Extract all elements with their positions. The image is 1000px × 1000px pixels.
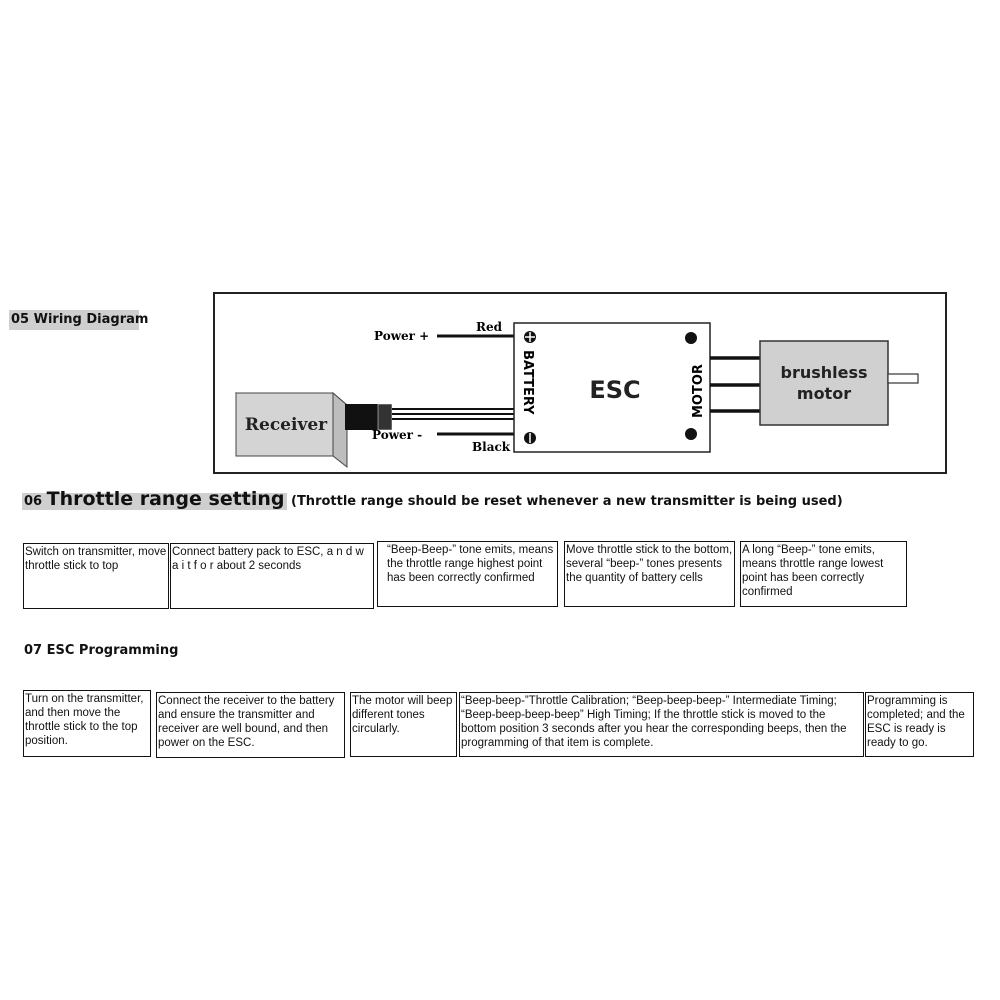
motor-shaft bbox=[888, 374, 918, 383]
section-06-note: (Throttle range should be reset whenever a new transmitter is being used) bbox=[291, 494, 843, 509]
minus-terminal-icon bbox=[524, 432, 536, 444]
esc-label: ESC bbox=[589, 376, 641, 404]
throttle-step-5: A long “Beep-” tone emits, means throttle range lowest point has been correctly confirmed bbox=[740, 541, 907, 607]
throttle-step-4: Move throttle stick to the bottom, several “beep-” tones presents the quantity of battery cells bbox=[564, 541, 735, 607]
red-label: Red bbox=[476, 320, 502, 334]
brushless-label-line2: motor bbox=[796, 384, 852, 403]
battery-label: BATTERY bbox=[520, 350, 535, 415]
throttle-step-3: “Beep-Beep-” tone emits, means the throttle range highest point has been correctly confirmed bbox=[377, 541, 558, 607]
section-06-title-text: Throttle range setting bbox=[46, 488, 285, 510]
section-06-title bbox=[22, 488, 287, 510]
motor-terminal-bottom-icon bbox=[685, 428, 697, 440]
power-minus-label: Power - bbox=[372, 428, 423, 442]
brushless-motor-box bbox=[760, 341, 888, 425]
programming-step-3: The motor will beep different tones circularly. bbox=[350, 692, 457, 757]
programming-step-4: “Beep-beep-”Throttle Calibration; “Beep-beep-beep-” Intermediate Timing; “Beep-beep-beep-beep” High Timing; If the throttle stick is moved to the bottom position 3 seconds after you hear the corresponding beeps, then the programming of that item is complete. bbox=[459, 692, 864, 757]
throttle-step-2: Connect battery pack to ESC, a n d w a i t f o r about 2 seconds bbox=[170, 543, 374, 609]
section-05-title: 05 Wiring Diagram bbox=[9, 310, 139, 330]
section-07-title: 07 ESC Programming bbox=[24, 643, 179, 658]
plus-terminal-icon bbox=[524, 331, 536, 343]
black-label: Black bbox=[472, 440, 511, 454]
section-06-header bbox=[22, 490, 843, 511]
receiver-box bbox=[236, 393, 347, 467]
motor-terminal-top-icon bbox=[685, 332, 697, 344]
wiring-diagram bbox=[0, 0, 1000, 480]
power-plus-label: Power + bbox=[374, 329, 430, 343]
programming-step-2: Connect the receiver to the battery and ensure the transmitter and receiver are well bound, and then power on the ESC. bbox=[156, 692, 345, 758]
brushless-label-line1: brushless bbox=[780, 363, 868, 382]
receiver-label: Receiver bbox=[244, 415, 328, 435]
throttle-step-1: Switch on transmitter, move throttle stick to top bbox=[23, 543, 169, 609]
motor-port-label: MOTOR bbox=[691, 364, 706, 418]
section-06-number: 06 bbox=[24, 494, 43, 509]
programming-step-5: Programming is completed; and the ESC is ready is ready to go. bbox=[865, 692, 974, 757]
programming-step-1: Turn on the transmitter, and then move the throttle stick to the top position. bbox=[23, 690, 151, 757]
